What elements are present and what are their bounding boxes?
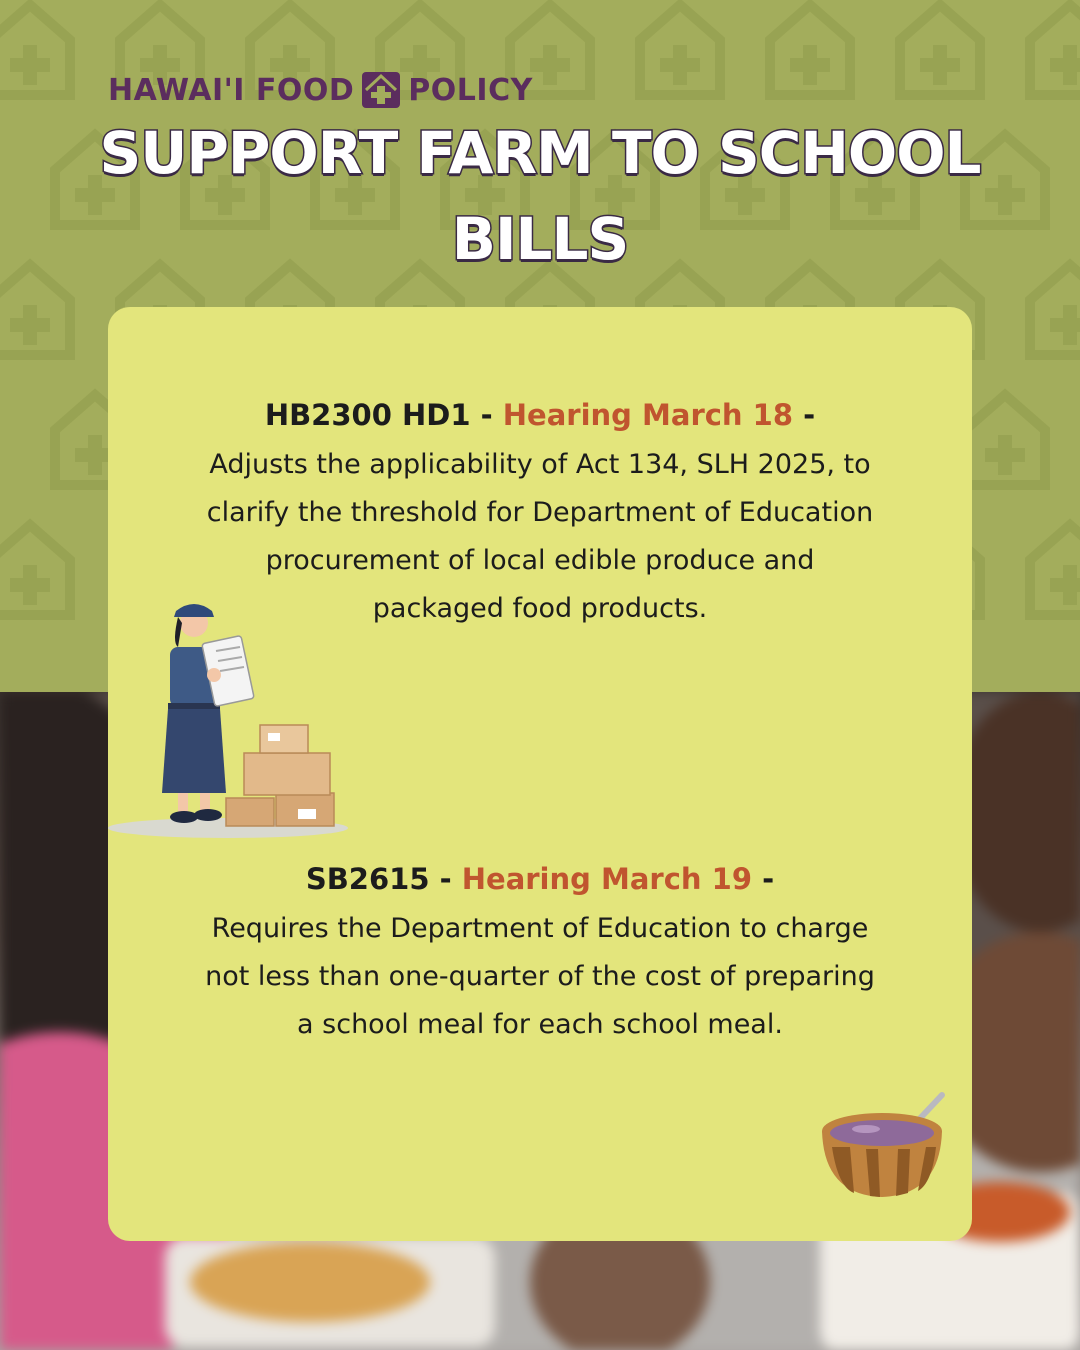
bill-separator-trailing: - [793,398,816,432]
bill-separator: - [429,862,462,896]
page-title [60,110,1020,282]
bill-separator: - [470,398,503,432]
brand-name-right: POLICY [408,72,533,108]
bill-number: SB2615 [305,862,430,896]
title-line-2: BILLS [451,205,629,273]
title-line-1: SUPPORT FARM TO SCHOOL [99,119,981,187]
worker-with-boxes-illustration [108,603,358,843]
bill-entry [198,855,882,1049]
bill-description: Adjusts the applicability of Act 134, SLH 2025, to clarify the threshold for Department of Education procurement of local edible produce and packaged food products. [206,449,874,624]
brand-name-left: HAWAI'I FOOD [108,72,355,108]
bill-number: HB2300 HD1 [264,398,471,432]
bill-hearing-date: Hearing March 19 [461,862,753,896]
poi-bowl-illustration [814,1087,954,1202]
bill-hearing-date: Hearing March 18 [502,398,794,432]
brand-header [108,70,533,110]
bill-separator-trailing: - [752,862,775,896]
bills-card [108,307,972,1241]
food-policy-logo-icon [360,70,402,110]
bill-description: Requires the Department of Education to charge not less than one-quarter of the cost of preparing a school meal for each school meal. [205,913,875,1040]
bill-entry [198,391,882,633]
